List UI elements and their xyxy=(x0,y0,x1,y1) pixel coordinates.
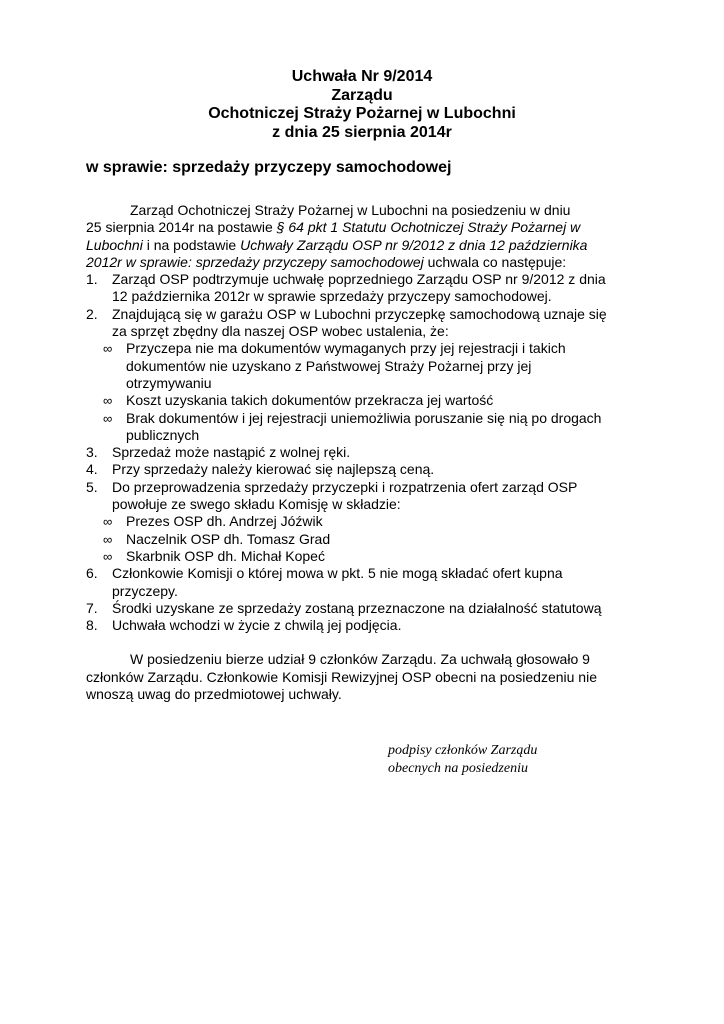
resolution-body-text xyxy=(86,202,646,703)
bullet-item xyxy=(86,531,646,548)
infinity-bullet-icon: ∞ xyxy=(103,548,113,564)
intro-line xyxy=(86,219,646,236)
bullet-item xyxy=(86,513,646,530)
resolution-item xyxy=(86,600,646,617)
item-text-line: przyczepy. xyxy=(112,582,178,599)
closing-paragraph xyxy=(86,651,646,703)
closing-line: członków Zarządu. Członkowie Komisji Rewizyjnej OSP obecni na posiedzeniu nie xyxy=(86,668,597,685)
prior-resolution-reference: 2012r w sprawie: sprzedaży przyczepy samochodowej xyxy=(86,253,424,270)
resolution-item xyxy=(86,306,646,341)
item-number: 1. xyxy=(86,271,98,288)
signature-note xyxy=(388,742,537,778)
bullet-item xyxy=(86,392,646,409)
signature-line: obecnych na posiedzeniu xyxy=(388,761,528,776)
item-text-line: Uchwała wchodzi w życie z chwilą jej podjęcia. xyxy=(112,617,402,634)
resolution-item xyxy=(86,617,646,634)
item-text-line: powołuje ze swego składu Komisję w składzie: xyxy=(112,496,401,513)
item-text-line: za sprzęt zbędny dla naszej OSP wobec ustalenia, że: xyxy=(112,323,449,340)
intro-text: uchwala co następuje: xyxy=(423,253,567,270)
intro-line: Zarząd Ochotniczej Straży Pożarnej w Lubochni na posiedzeniu w dniu xyxy=(130,202,571,218)
intro-text: 25 sierpnia 2014r na postawie xyxy=(86,219,277,236)
resolution-items xyxy=(86,271,646,634)
signature-line: podpisy członków Zarządu xyxy=(388,743,538,758)
intro-text: i na podstawie xyxy=(142,236,241,253)
item-text-line: Zarząd OSP podtrzymuje uchwałę poprzedniego Zarządu OSP nr 9/2012 z dnia xyxy=(112,271,606,288)
statute-reference: § 64 pkt 1 Statutu Ochotniczej Straży Pożarnej w xyxy=(276,219,581,236)
resolution-item xyxy=(86,479,646,514)
resolution-header xyxy=(0,68,724,142)
resolution-item xyxy=(86,565,646,600)
bullet-text-line: publicznych xyxy=(126,426,200,443)
closing-line: W posiedzeniu bierze udział 9 członków Zarządu. Za uchwałą głosowało 9 xyxy=(130,651,590,668)
resolution-item xyxy=(86,461,646,478)
organization-name: Ochotniczej Straży Pożarnej w Lubochni xyxy=(208,105,516,122)
bullet-text-line: dokumentów nie uzyskano z Państwowej Straży Pożarnej przy jej xyxy=(126,357,532,374)
intro-line xyxy=(86,254,646,271)
bullet-item xyxy=(86,340,646,392)
item-number: 3. xyxy=(86,444,98,461)
statute-reference: Lubochni xyxy=(86,236,143,253)
item-text-line: Środki uzyskane ze sprzedaży zostaną przeznaczone na działalność statutową xyxy=(112,599,602,616)
bullet-item xyxy=(86,548,646,565)
closing-line: wnoszą uwag do przedmiotowej uchwały. xyxy=(86,686,342,703)
item-number: 2. xyxy=(86,305,98,322)
item-text-line: Do przeprowadzenia sprzedaży przyczepki i rozpatrzenia ofert zarząd OSP xyxy=(112,478,578,495)
infinity-bullet-icon: ∞ xyxy=(103,393,113,409)
item-text-line: Znajdującą się w garażu OSP w Lubochni przyczepkę samochodową uznaje się xyxy=(112,305,607,322)
item-text-line: Sprzedaż może nastąpić z wolnej ręki. xyxy=(112,444,351,461)
bullet-item xyxy=(86,410,646,445)
bullet-text-line: Przyczepa nie ma dokumentów wymaganych przy jej rejestracji i takich xyxy=(126,340,566,357)
item-number: 7. xyxy=(86,599,98,616)
intro-line xyxy=(86,237,646,254)
item-text-line: Przy sprzedaży należy kierować się najlepszą ceną. xyxy=(112,461,435,478)
bullet-text-line: Brak dokumentów i jej rejestracji uniemożliwia poruszanie się nią po drogach xyxy=(126,409,602,426)
resolution-subject: w sprawie: sprzedaży przyczepy samochodowej xyxy=(86,159,452,176)
resolution-body: Zarządu xyxy=(331,86,393,104)
infinity-bullet-icon: ∞ xyxy=(103,531,113,547)
infinity-bullet-icon: ∞ xyxy=(103,514,113,530)
bullet-text-line: Skarbnik OSP dh. Michał Kopeć xyxy=(126,547,325,564)
resolution-item xyxy=(86,444,646,461)
resolution-item xyxy=(86,271,646,306)
bullet-text-line: otrzymywaniu xyxy=(126,374,212,391)
item-number: 4. xyxy=(86,461,98,478)
item-text-line: 12 października 2012r w sprawie sprzedaży przyczepy samochodowej. xyxy=(112,288,552,305)
bullet-text-line: Koszt uzyskania takich dokumentów przekracza jej wartość xyxy=(126,392,494,409)
infinity-bullet-icon: ∞ xyxy=(103,410,113,426)
intro-paragraph xyxy=(86,202,646,271)
item-number: 5. xyxy=(86,478,98,495)
item-number: 8. xyxy=(86,617,98,634)
resolution-number: Uchwała Nr 9/2014 xyxy=(291,68,433,85)
infinity-bullet-icon: ∞ xyxy=(103,341,113,357)
prior-resolution-reference: Uchwały Zarządu OSP nr 9/2012 z dnia 12 października xyxy=(240,236,588,253)
resolution-date: z dnia 25 sierpnia 2014r xyxy=(272,123,452,141)
bullet-text-line: Prezes OSP dh. Andrzej Jóźwik xyxy=(126,513,323,530)
item-number: 6. xyxy=(86,565,98,582)
bullet-text-line: Naczelnik OSP dh. Tomasz Grad xyxy=(126,530,331,547)
item-text-line: Członkowie Komisji o której mowa w pkt. 5 nie mogą składać ofert kupna xyxy=(112,565,563,582)
